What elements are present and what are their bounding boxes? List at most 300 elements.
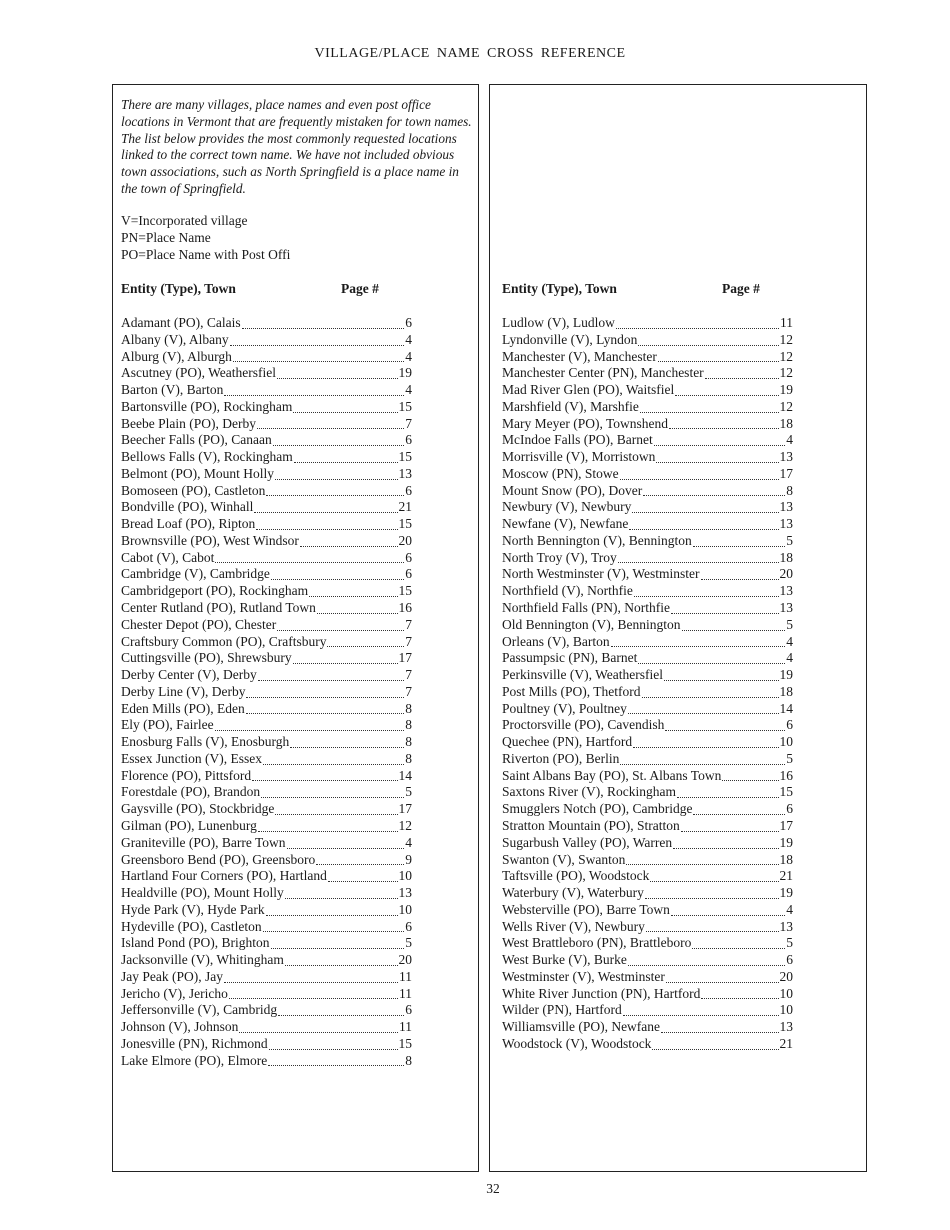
entry-page: 5 — [786, 750, 793, 766]
list-item — [121, 650, 412, 667]
list-item — [121, 885, 412, 902]
entry-page: 19 — [779, 885, 793, 901]
dot-leader — [629, 529, 778, 530]
dot-leader — [293, 412, 397, 413]
dot-leader — [643, 495, 785, 496]
list-item — [121, 449, 412, 466]
entry-page: 8 — [405, 717, 412, 733]
dot-leader — [632, 512, 778, 513]
entry-page: 15 — [398, 398, 412, 414]
list-item — [502, 902, 793, 919]
entry-name: Perkinsville (V), Weathersfiel — [502, 667, 663, 683]
list-item — [502, 1036, 793, 1053]
entry-name: Lake Elmore (PO), Elmore — [121, 1052, 268, 1068]
list-item — [121, 600, 412, 617]
list-item — [121, 533, 412, 550]
entry-name: Taftsville (PO), Woodstock — [502, 868, 650, 884]
entry-name: West Brattleboro (PN), Brattleboro — [502, 935, 692, 951]
entry-page: 15 — [779, 784, 793, 800]
list-item — [502, 533, 793, 550]
entry-name: Morrisville (V), Morristown — [502, 449, 656, 465]
entry-page: 7 — [405, 633, 412, 649]
entry-page: 20 — [779, 968, 793, 984]
list-item — [121, 399, 412, 416]
entry-page: 13 — [779, 516, 793, 532]
dot-leader — [242, 328, 405, 329]
dot-leader — [263, 764, 404, 765]
entry-name: Wells River (V), Newbury — [502, 918, 645, 934]
entry-name: Williamsville (PO), Newfane — [502, 1019, 661, 1035]
dot-leader — [623, 1015, 779, 1016]
entry-page: 19 — [779, 382, 793, 398]
entry-name: Essex Junction (V), Essex — [121, 750, 262, 766]
list-item — [121, 1019, 412, 1036]
dot-leader — [230, 345, 405, 346]
dot-leader — [616, 328, 779, 329]
entry-page: 17 — [779, 465, 793, 481]
list-item — [502, 466, 793, 483]
entry-page: 4 — [786, 901, 793, 917]
entry-page: 17 — [779, 817, 793, 833]
dot-leader — [277, 378, 398, 379]
dot-leader — [722, 780, 778, 781]
list-item — [502, 885, 793, 902]
entry-page: 10 — [398, 901, 412, 917]
list-item — [121, 768, 412, 785]
dot-leader — [656, 462, 778, 463]
entry-page: 6 — [786, 952, 793, 968]
entry-page: 13 — [398, 465, 412, 481]
entry-page: 13 — [779, 583, 793, 599]
entry-page: 11 — [399, 1019, 412, 1035]
left-entry-list — [121, 315, 412, 1069]
entry-page: 6 — [405, 549, 412, 565]
entry-page: 13 — [779, 918, 793, 934]
dot-leader — [664, 680, 779, 681]
dot-leader — [671, 915, 785, 916]
entry-page: 8 — [405, 734, 412, 750]
entry-name: Waterbury (V), Waterbury — [502, 885, 644, 901]
entry-name: Sugarbush Valley (PO), Warren — [502, 834, 673, 850]
entry-name: Brownsville (PO), West Windsor — [121, 532, 299, 548]
entry-name: Gaysville (PO), Stockbridge — [121, 801, 275, 817]
list-item — [121, 634, 412, 651]
entry-name: Healdville (PO), Mount Holly — [121, 885, 284, 901]
entry-name: Mount Snow (PO), Dover — [502, 482, 643, 498]
dot-leader — [666, 982, 779, 983]
list-item — [121, 919, 412, 936]
entry-name: Newbury (V), Newbury — [502, 499, 632, 515]
entry-page: 4 — [786, 650, 793, 666]
list-item — [121, 315, 412, 332]
entry-name: Ascutney (PO), Weathersfiel — [121, 365, 276, 381]
entry-page: 12 — [779, 398, 793, 414]
list-item — [502, 332, 793, 349]
legend-item-village: V=Incorporated village — [121, 213, 248, 228]
dot-leader — [693, 814, 785, 815]
dot-leader — [327, 646, 404, 647]
dot-leader — [271, 948, 405, 949]
entry-page: 7 — [405, 415, 412, 431]
list-item — [502, 449, 793, 466]
list-item — [502, 483, 793, 500]
dot-leader — [257, 428, 404, 429]
list-item — [502, 600, 793, 617]
list-item — [121, 499, 412, 516]
entry-name: Post Mills (PO), Thetford — [502, 683, 641, 699]
list-item — [502, 634, 793, 651]
dot-leader — [611, 646, 786, 647]
list-item — [121, 902, 412, 919]
list-item — [121, 852, 412, 869]
entry-name: Marshfield (V), Marshfie — [502, 398, 639, 414]
list-item — [502, 349, 793, 366]
dot-leader — [645, 898, 779, 899]
intro-text: There are many villages, place names and even post office locations in Vermont that are frequently mistaken for town names. The list below provides the most commonly requested locations linked to the correct town name. We have not included obvious town associations, such as North Springfield is a place name in the town of Springfield. — [121, 97, 472, 196]
entry-page: 6 — [405, 1002, 412, 1018]
dot-leader — [275, 479, 397, 480]
list-item — [502, 650, 793, 667]
entry-name: Adamant (PO), Calais — [121, 315, 241, 330]
list-item — [121, 818, 412, 835]
dot-leader — [652, 1049, 778, 1050]
dot-leader — [285, 898, 398, 899]
dot-leader — [642, 697, 779, 698]
list-item — [121, 416, 412, 433]
list-item — [121, 349, 412, 366]
entry-page: 13 — [779, 600, 793, 616]
list-item — [121, 868, 412, 885]
entity-column-heading: Entity (Type), Town — [121, 281, 236, 296]
dot-leader — [294, 462, 398, 463]
list-item — [502, 550, 793, 567]
dot-leader — [287, 848, 405, 849]
dot-leader — [701, 998, 778, 999]
entry-page: 10 — [398, 868, 412, 884]
dot-leader — [224, 982, 398, 983]
dot-leader — [654, 445, 786, 446]
entry-page: 6 — [786, 801, 793, 817]
entry-name: Northfield Falls (PN), Northfie — [502, 600, 670, 616]
entry-page: 13 — [779, 1019, 793, 1035]
entry-page: 20 — [779, 566, 793, 582]
list-item — [502, 768, 793, 785]
entry-page: 16 — [398, 600, 412, 616]
list-item — [121, 583, 412, 600]
entry-name: Northfield (V), Northfie — [502, 583, 633, 599]
entry-name: Beecher Falls (PO), Canaan — [121, 432, 272, 448]
left-panel — [112, 84, 479, 1172]
dot-leader — [278, 1015, 404, 1016]
list-item — [121, 516, 412, 533]
dot-leader — [258, 831, 398, 832]
legend-item-post-office: PO=Place Name with Post Offi — [121, 246, 291, 262]
list-item — [502, 952, 793, 969]
entry-page: 12 — [398, 817, 412, 833]
entry-page: 21 — [779, 868, 793, 884]
list-item — [121, 751, 412, 768]
dot-leader — [275, 814, 397, 815]
dot-leader — [271, 579, 404, 580]
list-item — [121, 483, 412, 500]
list-item — [502, 801, 793, 818]
entry-name: Derby Center (V), Derby — [121, 667, 257, 683]
dot-leader — [266, 915, 398, 916]
list-item — [502, 315, 793, 332]
entry-name: North Westminster (V), Westminster — [502, 566, 700, 582]
entry-page: 6 — [405, 566, 412, 582]
entry-name: Chester Depot (PO), Chester — [121, 616, 277, 632]
entry-page: 5 — [405, 784, 412, 800]
entry-name: North Troy (V), Troy — [502, 549, 617, 565]
entry-name: White River Junction (PN), Hartford — [502, 985, 701, 1001]
entry-name: Graniteville (PO), Barre Town — [121, 834, 286, 850]
dot-leader — [628, 713, 779, 714]
entry-page: 15 — [398, 583, 412, 599]
dot-leader — [254, 512, 397, 513]
list-item — [121, 734, 412, 751]
dot-leader — [705, 378, 779, 379]
legend-item-place-name: PN=Place Name — [121, 229, 211, 245]
dot-leader — [661, 1032, 778, 1033]
dot-leader — [638, 345, 778, 346]
entry-name: Hydeville (PO), Castleton — [121, 918, 262, 934]
entry-page: 7 — [405, 667, 412, 683]
list-item — [121, 801, 412, 818]
dot-leader — [693, 546, 786, 547]
entry-page: 14 — [779, 700, 793, 716]
entry-page: 8 — [405, 1052, 412, 1068]
list-item — [502, 717, 793, 734]
entry-name: Proctorsville (PO), Cavendish — [502, 717, 665, 733]
dot-leader — [646, 931, 779, 932]
entry-name: Smugglers Notch (PO), Cambridge — [502, 801, 693, 817]
dot-leader — [673, 848, 778, 849]
dot-leader — [258, 680, 405, 681]
entry-name: Passumpsic (PN), Barnet — [502, 650, 638, 666]
entry-name: Center Rutland (PO), Rutland Town — [121, 600, 316, 616]
entry-page: 21 — [398, 499, 412, 515]
dot-leader — [224, 395, 404, 396]
entry-name: Moscow (PN), Stowe — [502, 465, 619, 481]
entry-name: Jacksonville (V), Whitingham — [121, 952, 284, 968]
list-item — [121, 952, 412, 969]
entry-page: 17 — [398, 801, 412, 817]
list-item — [121, 969, 412, 986]
entry-name: Bellows Falls (V), Rockingham — [121, 449, 293, 465]
list-item — [502, 617, 793, 634]
dot-leader — [246, 697, 404, 698]
dot-leader — [669, 428, 778, 429]
dot-leader — [229, 998, 398, 999]
entry-name: Albany (V), Albany — [121, 331, 229, 347]
dot-leader — [677, 797, 779, 798]
list-item — [502, 919, 793, 936]
dot-leader — [277, 630, 404, 631]
entry-page: 4 — [405, 331, 412, 347]
dot-leader — [268, 1065, 404, 1066]
right-panel — [489, 84, 867, 1172]
right-column-header — [502, 281, 760, 297]
entry-page: 4 — [786, 432, 793, 448]
page-column-heading: Page # — [341, 281, 379, 296]
entry-name: Ely (PO), Fairlee — [121, 717, 214, 733]
entry-page: 18 — [779, 549, 793, 565]
entry-name: Old Bennington (V), Bennington — [502, 616, 681, 632]
entry-page: 5 — [786, 616, 793, 632]
entry-name: Enosburg Falls (V), Enosburgh — [121, 734, 290, 750]
dot-leader — [266, 495, 404, 496]
entry-page: 14 — [398, 767, 412, 783]
entry-name: Jeffersonville (V), Cambridg — [121, 1002, 278, 1018]
entry-name: Manchester Center (PN), Manchester — [502, 365, 704, 381]
entry-name: Swanton (V), Swanton — [502, 851, 626, 867]
entry-page: 13 — [779, 499, 793, 515]
entry-page: 4 — [405, 834, 412, 850]
entry-page: 4 — [786, 633, 793, 649]
entry-page: 6 — [405, 918, 412, 934]
dot-leader — [665, 730, 785, 731]
list-item — [502, 667, 793, 684]
list-item — [502, 935, 793, 952]
entry-page: 7 — [405, 683, 412, 699]
dot-leader — [261, 797, 404, 798]
list-item — [502, 986, 793, 1003]
list-item — [121, 1002, 412, 1019]
entry-name: Cuttingsville (PO), Shrewsbury — [121, 650, 292, 666]
list-item — [502, 365, 793, 382]
dot-leader — [671, 613, 779, 614]
dot-leader — [650, 881, 778, 882]
entry-name: Mary Meyer (PO), Townshend — [502, 415, 669, 431]
dot-leader — [620, 764, 785, 765]
entry-page: 21 — [779, 1035, 793, 1051]
entry-page: 6 — [405, 315, 412, 330]
dot-leader — [316, 864, 404, 865]
entry-name: Websterville (PO), Barre Town — [502, 901, 670, 917]
list-item — [121, 432, 412, 449]
entry-page: 11 — [399, 985, 412, 1001]
list-item — [502, 499, 793, 516]
list-item — [502, 1002, 793, 1019]
entry-name: Island Pond (PO), Brighton — [121, 935, 270, 951]
entry-name: Poultney (V), Poultney — [502, 700, 627, 716]
entry-name: Beebe Plain (PO), Derby — [121, 415, 256, 431]
dot-leader — [285, 965, 398, 966]
list-item — [502, 684, 793, 701]
entry-page: 5 — [786, 532, 793, 548]
entry-name: Barton (V), Barton — [121, 382, 224, 398]
entry-name: Hyde Park (V), Hyde Park — [121, 901, 265, 917]
entry-name: Forestdale (PO), Brandon — [121, 784, 261, 800]
entry-page: 11 — [780, 315, 793, 330]
entry-name: Jonesville (PN), Richmond — [121, 1035, 268, 1051]
entry-page: 12 — [779, 365, 793, 381]
list-item — [502, 382, 793, 399]
entry-name: Bomoseen (PO), Castleton — [121, 482, 266, 498]
entity-column-heading: Entity (Type), Town — [502, 281, 617, 296]
entry-page: 7 — [405, 616, 412, 632]
list-item — [502, 835, 793, 852]
list-item — [121, 667, 412, 684]
dot-leader — [620, 479, 779, 480]
entry-page: 16 — [779, 767, 793, 783]
entry-name: Stratton Mountain (PO), Stratton — [502, 817, 680, 833]
dot-leader — [256, 529, 397, 530]
entry-page: 6 — [405, 482, 412, 498]
list-item — [502, 399, 793, 416]
dot-leader — [239, 1032, 398, 1033]
type-legend — [121, 213, 290, 263]
list-item — [502, 818, 793, 835]
dot-leader — [317, 613, 398, 614]
list-item — [502, 784, 793, 801]
entry-page: 13 — [398, 885, 412, 901]
dot-leader — [682, 630, 786, 631]
entry-name: Mad River Glen (PO), Waitsfiel — [502, 382, 675, 398]
list-item — [121, 550, 412, 567]
entry-name: Eden Mills (PO), Eden — [121, 700, 245, 716]
right-entry-list — [502, 315, 793, 1053]
entry-page: 18 — [779, 415, 793, 431]
list-item — [121, 382, 412, 399]
dot-leader — [293, 663, 398, 664]
entry-page: 11 — [399, 968, 412, 984]
entry-name: Lyndonville (V), Lyndon — [502, 331, 638, 347]
entry-page: 9 — [405, 851, 412, 867]
dot-leader — [328, 881, 398, 882]
dot-leader — [640, 412, 779, 413]
list-item — [121, 365, 412, 382]
entry-name: Woodstock (V), Woodstock — [502, 1035, 652, 1051]
list-item — [121, 835, 412, 852]
list-item — [502, 734, 793, 751]
list-item — [121, 566, 412, 583]
entry-name: Bread Loaf (PO), Ripton — [121, 516, 256, 532]
list-item — [121, 701, 412, 718]
entry-page: 10 — [779, 1002, 793, 1018]
entry-page: 5 — [786, 935, 793, 951]
entry-name: Greensboro Bend (PO), Greensboro — [121, 851, 316, 867]
entry-name: Saint Albans Bay (PO), St. Albans Town — [502, 767, 722, 783]
dot-leader — [638, 663, 785, 664]
list-item — [502, 516, 793, 533]
entry-page: 19 — [398, 365, 412, 381]
entry-page: 15 — [398, 1035, 412, 1051]
entry-page: 20 — [398, 532, 412, 548]
list-item — [502, 1019, 793, 1036]
dot-leader — [233, 361, 404, 362]
entry-page: 20 — [398, 952, 412, 968]
list-item — [121, 466, 412, 483]
dot-leader — [300, 546, 398, 547]
entry-page: 4 — [405, 348, 412, 364]
entry-page: 15 — [398, 516, 412, 532]
list-item — [502, 868, 793, 885]
dot-leader — [633, 747, 778, 748]
entry-name: Bartonsville (PO), Rockingham — [121, 398, 293, 414]
dot-leader — [675, 395, 778, 396]
entry-name: Craftsbury Common (PO), Craftsbury — [121, 633, 327, 649]
dot-leader — [618, 562, 779, 563]
page-number: 32 — [486, 1181, 500, 1196]
entry-name: McIndoe Falls (PO), Barnet — [502, 432, 653, 448]
list-item — [121, 1053, 412, 1070]
entry-page: 10 — [779, 985, 793, 1001]
dot-leader — [701, 579, 779, 580]
entry-name: Cambridgeport (PO), Rockingham — [121, 583, 309, 599]
list-item — [502, 852, 793, 869]
